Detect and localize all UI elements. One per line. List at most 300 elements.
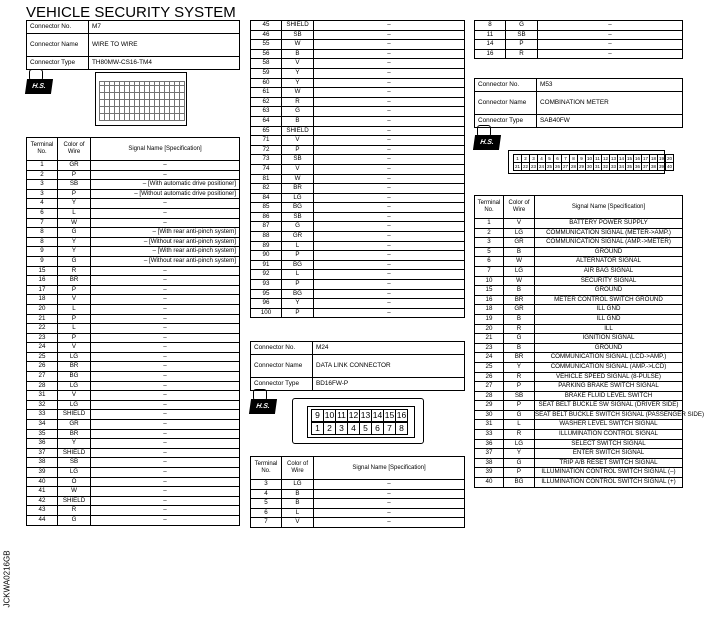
terminal-cell: 85 bbox=[251, 203, 282, 213]
connector-name: WIRE TO WIRE bbox=[89, 34, 240, 57]
color-cell: SB bbox=[506, 30, 538, 40]
table-row bbox=[475, 478, 683, 488]
signal-cell: – bbox=[314, 116, 465, 126]
terminal-cell: 8 bbox=[475, 21, 506, 31]
label: Connector No. bbox=[475, 79, 537, 92]
connector-pin: 6 bbox=[371, 422, 384, 435]
color-cell: V bbox=[58, 391, 91, 401]
table-row bbox=[27, 362, 240, 372]
signal-cell: – bbox=[314, 155, 465, 165]
signal-cell: – bbox=[314, 480, 465, 490]
color-cell: R bbox=[58, 266, 91, 276]
color-cell: G bbox=[58, 228, 91, 238]
signal-cell: – bbox=[91, 170, 240, 180]
connector-pin: 14 bbox=[372, 410, 383, 420]
signal-cell: – [Without rear anti-pinch system] bbox=[91, 237, 240, 247]
signal-cell: – bbox=[314, 21, 465, 31]
color-cell: G bbox=[58, 256, 91, 266]
signal-cell: – bbox=[314, 308, 465, 318]
connector-pin: 5 bbox=[545, 154, 554, 163]
terminal-cell: 5 bbox=[475, 247, 504, 257]
color-cell: GR bbox=[58, 161, 91, 171]
signal-cell: – bbox=[538, 40, 683, 50]
color-cell: B bbox=[282, 116, 314, 126]
terminal-cell: 72 bbox=[251, 145, 282, 155]
terminal-cell: 58 bbox=[251, 59, 282, 69]
table-row bbox=[27, 170, 240, 180]
hs-icon: H.S. bbox=[474, 124, 500, 150]
connector-pin: 6 bbox=[553, 154, 562, 163]
connector-pin: 9 bbox=[577, 154, 586, 163]
color-cell: BR bbox=[58, 362, 91, 372]
terminal-cell: 25 bbox=[475, 362, 504, 372]
color-cell: SB bbox=[58, 458, 91, 468]
table-row bbox=[251, 107, 465, 117]
terminal-cell: 4 bbox=[27, 199, 58, 209]
table-row bbox=[251, 241, 465, 251]
color-cell: R bbox=[504, 372, 535, 382]
table-row bbox=[251, 59, 465, 69]
connector-pin: 15 bbox=[384, 410, 395, 420]
table-row bbox=[251, 136, 465, 146]
connector-pin: 34 bbox=[618, 164, 624, 169]
color-cell: B bbox=[504, 286, 535, 296]
signal-cell: – bbox=[314, 489, 465, 499]
terminal-cell: 8 bbox=[27, 237, 58, 247]
connector-pin: 15 bbox=[626, 156, 632, 161]
terminal-cell: 38 bbox=[27, 458, 58, 468]
table-row bbox=[475, 286, 683, 296]
terminal-cell: 62 bbox=[251, 97, 282, 107]
table-row bbox=[475, 295, 683, 305]
table-row bbox=[251, 232, 465, 242]
connector-pin: 9 bbox=[311, 409, 324, 422]
color-cell: LG bbox=[58, 400, 91, 410]
terminal-cell: 3 bbox=[27, 180, 58, 190]
signal-cell: PARKING BRAKE SWITCH SIGNAL bbox=[535, 382, 683, 392]
color-cell: SHIELD bbox=[282, 21, 314, 31]
table-row bbox=[475, 391, 683, 401]
table-row bbox=[475, 257, 683, 267]
signal-cell: GROUND bbox=[535, 247, 683, 257]
connector-pin: 27 bbox=[562, 164, 568, 169]
color-cell: L bbox=[58, 324, 91, 334]
signal-cell: IGNITION SIGNAL bbox=[535, 334, 683, 344]
signal-cell: – bbox=[91, 161, 240, 171]
connector-type: TH80MW-CS16-TM4 bbox=[89, 57, 240, 70]
table-row bbox=[475, 30, 683, 40]
terminal-cell: 59 bbox=[251, 68, 282, 78]
table-row bbox=[27, 218, 240, 228]
connector-pin: 1 bbox=[311, 422, 324, 435]
label: Connector Type bbox=[251, 378, 313, 391]
signal-cell: GROUND bbox=[535, 343, 683, 353]
connector-pin: 10 bbox=[586, 156, 592, 161]
table-row bbox=[251, 480, 465, 490]
color-cell: V bbox=[58, 343, 91, 353]
connector-pin: 3 bbox=[529, 154, 538, 163]
connector-pin: 8 bbox=[395, 422, 408, 435]
color-cell: V bbox=[282, 518, 314, 528]
color-cell: R bbox=[504, 430, 535, 440]
table-row bbox=[475, 458, 683, 468]
signal-cell: – bbox=[91, 304, 240, 314]
label: Connector No. bbox=[27, 21, 89, 34]
signal-cell: – bbox=[314, 136, 465, 146]
color-cell: B bbox=[504, 343, 535, 353]
terminal-cell: 10 bbox=[475, 276, 504, 286]
signal-cell: – bbox=[314, 251, 465, 261]
header-color: Color of Wire bbox=[504, 196, 535, 219]
signal-cell: – bbox=[91, 343, 240, 353]
signal-cell: – bbox=[314, 299, 465, 309]
terminal-cell: 21 bbox=[475, 334, 504, 344]
terminal-cell: 24 bbox=[475, 353, 504, 363]
connector-pin: 31 bbox=[594, 164, 600, 169]
table-row bbox=[475, 238, 683, 248]
signal-cell: COMMUNICATION SIGNAL (LCD->AMP.) bbox=[535, 353, 683, 363]
connector-pin: 16 bbox=[396, 410, 407, 420]
signal-cell: – bbox=[314, 241, 465, 251]
table-row bbox=[251, 174, 465, 184]
connector-pin: 29 bbox=[578, 164, 584, 169]
signal-cell: ILL GND bbox=[535, 305, 683, 315]
color-cell: BR bbox=[282, 184, 314, 194]
terminal-cell: 40 bbox=[475, 478, 504, 488]
signal-cell: – bbox=[91, 324, 240, 334]
connector-pin: 13 bbox=[360, 410, 371, 420]
table-row bbox=[251, 184, 465, 194]
connector-pin: 23 bbox=[530, 164, 536, 169]
color-cell: P bbox=[282, 280, 314, 290]
table-row bbox=[251, 193, 465, 203]
terminal-cell: 90 bbox=[251, 251, 282, 261]
color-cell: SB bbox=[282, 212, 314, 222]
signal-cell: – bbox=[314, 164, 465, 174]
terminal-table-m24-cont bbox=[474, 20, 683, 59]
terminal-table-m7-a bbox=[26, 137, 240, 526]
signal-cell: – bbox=[314, 68, 465, 78]
terminal-cell: 36 bbox=[27, 439, 58, 449]
table-row bbox=[251, 21, 465, 31]
signal-cell: – [With rear anti-pinch system] bbox=[91, 228, 240, 238]
signal-cell: – bbox=[91, 276, 240, 286]
connector-face-m7 bbox=[95, 72, 187, 126]
color-cell: GR bbox=[282, 232, 314, 242]
table-row bbox=[27, 343, 240, 353]
table-row bbox=[475, 21, 683, 31]
table-row bbox=[27, 295, 240, 305]
connector-type: SAB40FW bbox=[537, 115, 683, 128]
color-cell: W bbox=[504, 257, 535, 267]
signal-cell: VEHICLE SPEED SIGNAL (8-PULSE) bbox=[535, 372, 683, 382]
signal-cell: – [Without automatic drive positioner] bbox=[91, 189, 240, 199]
terminal-cell: 23 bbox=[27, 333, 58, 343]
table-row bbox=[27, 285, 240, 295]
signal-cell: – bbox=[538, 30, 683, 40]
signal-cell: – bbox=[314, 107, 465, 117]
table-row bbox=[251, 489, 465, 499]
terminal-cell: 39 bbox=[27, 468, 58, 478]
signal-cell: ILLUMINATION CONTROL SWITCH SIGNAL (+) bbox=[535, 478, 683, 488]
terminal-table-m53 bbox=[474, 195, 704, 488]
color-cell: SHIELD bbox=[58, 496, 91, 506]
color-cell: SB bbox=[504, 391, 535, 401]
header-terminal: Terminal No. bbox=[251, 457, 282, 480]
connector-pin: 7 bbox=[383, 422, 396, 435]
connector-pin: 25 bbox=[546, 164, 552, 169]
color-cell: SB bbox=[282, 155, 314, 165]
signal-cell: – bbox=[314, 222, 465, 232]
connector-pin: 12 bbox=[348, 410, 359, 420]
terminal-cell: 25 bbox=[27, 352, 58, 362]
color-cell: L bbox=[282, 270, 314, 280]
terminal-cell: 38 bbox=[475, 458, 504, 468]
terminal-cell: 35 bbox=[27, 429, 58, 439]
signal-cell: – bbox=[91, 506, 240, 516]
terminal-cell: 28 bbox=[27, 381, 58, 391]
table-row bbox=[27, 496, 240, 506]
color-cell: P bbox=[58, 170, 91, 180]
table-row bbox=[251, 88, 465, 98]
color-cell: SHIELD bbox=[282, 126, 314, 136]
signal-cell: – bbox=[91, 314, 240, 324]
table-row bbox=[27, 372, 240, 382]
terminal-cell: 82 bbox=[251, 184, 282, 194]
table-row bbox=[251, 40, 465, 50]
color-cell: B bbox=[504, 247, 535, 257]
color-cell: G bbox=[282, 222, 314, 232]
color-cell: GR bbox=[504, 305, 535, 315]
table-row bbox=[251, 203, 465, 213]
label: Connector Name bbox=[475, 92, 537, 115]
signal-cell: SECURITY SIGNAL bbox=[535, 276, 683, 286]
signal-cell: – bbox=[314, 260, 465, 270]
table-row bbox=[475, 228, 683, 238]
connector-pin: 5 bbox=[359, 422, 372, 435]
header-color: Color of Wire bbox=[282, 457, 314, 480]
color-cell: GR bbox=[58, 420, 91, 430]
terminal-cell: 11 bbox=[475, 30, 506, 40]
table-row bbox=[27, 161, 240, 171]
signal-cell: – bbox=[91, 208, 240, 218]
terminal-cell: 81 bbox=[251, 174, 282, 184]
terminal-cell: 42 bbox=[27, 496, 58, 506]
signal-cell: – bbox=[314, 193, 465, 203]
table-row bbox=[27, 276, 240, 286]
table-row bbox=[475, 430, 683, 440]
terminal-cell: 26 bbox=[27, 362, 58, 372]
terminal-cell: 86 bbox=[251, 212, 282, 222]
connector-pin: 7 bbox=[561, 154, 570, 163]
signal-cell: – bbox=[91, 199, 240, 209]
color-cell: L bbox=[58, 304, 91, 314]
table-row bbox=[27, 468, 240, 478]
terminal-cell: 41 bbox=[27, 487, 58, 497]
terminal-cell: 16 bbox=[475, 49, 506, 59]
color-cell: GR bbox=[504, 238, 535, 248]
connector-pin: 11 bbox=[593, 154, 602, 163]
table-row bbox=[27, 180, 240, 190]
terminal-cell: 3 bbox=[27, 189, 58, 199]
terminal-cell: 31 bbox=[27, 391, 58, 401]
terminal-cell: 87 bbox=[251, 222, 282, 232]
table-row bbox=[27, 324, 240, 334]
connector-pin: 36 bbox=[634, 164, 640, 169]
table-row bbox=[27, 420, 240, 430]
hs-icon: H.S. bbox=[26, 68, 52, 94]
color-cell: V bbox=[282, 136, 314, 146]
terminal-cell: 61 bbox=[251, 88, 282, 98]
color-cell: BG bbox=[282, 289, 314, 299]
signal-cell: – bbox=[314, 289, 465, 299]
table-row bbox=[27, 237, 240, 247]
table-row bbox=[251, 251, 465, 261]
signal-cell: BRAKE FLUID LEVEL SWITCH bbox=[535, 391, 683, 401]
terminal-cell: 33 bbox=[475, 430, 504, 440]
connector-type: BD16FW-P bbox=[313, 378, 465, 391]
signal-cell: – bbox=[314, 78, 465, 88]
terminal-cell: 88 bbox=[251, 232, 282, 242]
connector-pin: 3 bbox=[335, 422, 348, 435]
table-row bbox=[475, 382, 683, 392]
terminal-cell: 45 bbox=[251, 21, 282, 31]
signal-cell: – bbox=[91, 487, 240, 497]
terminal-cell: 74 bbox=[251, 164, 282, 174]
signal-cell: – bbox=[314, 280, 465, 290]
connector-pin: 21 bbox=[514, 164, 520, 169]
signal-cell: – bbox=[314, 184, 465, 194]
terminal-cell: 16 bbox=[27, 276, 58, 286]
terminal-table-m7-b bbox=[250, 20, 465, 318]
table-row bbox=[475, 449, 683, 459]
table-row bbox=[475, 49, 683, 59]
signal-cell: – [With automatic drive positioner] bbox=[91, 180, 240, 190]
table-row bbox=[475, 468, 683, 478]
terminal-cell: 8 bbox=[27, 228, 58, 238]
connector-pin: 26 bbox=[554, 164, 560, 169]
connector-pin: 11 bbox=[335, 409, 348, 422]
color-cell: P bbox=[504, 401, 535, 411]
table-row bbox=[251, 280, 465, 290]
table-row bbox=[27, 314, 240, 324]
label: Connector Type bbox=[27, 57, 89, 70]
color-cell: BG bbox=[282, 203, 314, 213]
terminal-cell: 39 bbox=[475, 468, 504, 478]
terminal-cell: 6 bbox=[475, 257, 504, 267]
table-row bbox=[251, 499, 465, 509]
terminal-cell: 60 bbox=[251, 78, 282, 88]
header-signal: Signal Name [Specification] bbox=[535, 196, 683, 219]
terminal-cell: 24 bbox=[27, 343, 58, 353]
table-row bbox=[27, 429, 240, 439]
connector-info-m53 bbox=[474, 78, 683, 128]
terminal-cell: 33 bbox=[27, 410, 58, 420]
signal-cell: ALTERNATOR SIGNAL bbox=[535, 257, 683, 267]
terminal-cell: 40 bbox=[27, 477, 58, 487]
table-row bbox=[475, 324, 683, 334]
color-cell: L bbox=[282, 508, 314, 518]
connector-pin: 28 bbox=[570, 164, 576, 169]
color-cell: L bbox=[58, 208, 91, 218]
signal-cell: TRIP A/B RESET SWITCH SIGNAL bbox=[535, 458, 683, 468]
color-cell: W bbox=[58, 487, 91, 497]
color-cell: L bbox=[504, 420, 535, 430]
terminal-cell: 15 bbox=[475, 286, 504, 296]
terminal-cell: 96 bbox=[251, 299, 282, 309]
terminal-table-m24 bbox=[250, 456, 465, 528]
color-cell: P bbox=[282, 251, 314, 261]
label: Connector Name bbox=[251, 355, 313, 378]
terminal-cell: 31 bbox=[475, 420, 504, 430]
terminal-cell: 14 bbox=[475, 40, 506, 50]
signal-cell: – bbox=[314, 518, 465, 528]
table-row bbox=[27, 208, 240, 218]
color-cell: W bbox=[282, 88, 314, 98]
terminal-cell: 26 bbox=[475, 372, 504, 382]
connector-pin: 18 bbox=[650, 156, 656, 161]
terminal-cell: 27 bbox=[27, 372, 58, 382]
table-row bbox=[475, 276, 683, 286]
signal-cell: – bbox=[314, 59, 465, 69]
table-row bbox=[27, 256, 240, 266]
color-cell: G bbox=[282, 107, 314, 117]
signal-cell: – bbox=[91, 391, 240, 401]
terminal-cell: 36 bbox=[475, 439, 504, 449]
color-cell: W bbox=[282, 174, 314, 184]
table-row bbox=[27, 515, 240, 525]
terminal-cell: 3 bbox=[475, 238, 504, 248]
color-cell: Y bbox=[504, 449, 535, 459]
color-cell: P bbox=[506, 40, 538, 50]
table-row bbox=[475, 219, 683, 229]
terminal-cell: 91 bbox=[251, 260, 282, 270]
color-cell: R bbox=[58, 506, 91, 516]
color-cell: G bbox=[504, 458, 535, 468]
color-cell: P bbox=[504, 382, 535, 392]
connector-no: M24 bbox=[313, 342, 465, 355]
table-row bbox=[475, 266, 683, 276]
color-cell: Y bbox=[58, 247, 91, 257]
connector-no: M53 bbox=[537, 79, 683, 92]
side-code: JCKWA0216GB bbox=[2, 550, 12, 608]
table-row bbox=[475, 439, 683, 449]
signal-cell: – bbox=[91, 352, 240, 362]
signal-cell: – bbox=[91, 448, 240, 458]
connector-pin: 33 bbox=[610, 164, 616, 169]
terminal-cell: 1 bbox=[475, 219, 504, 229]
table-row bbox=[475, 334, 683, 344]
signal-cell: ENTER SWITCH SIGNAL bbox=[535, 449, 683, 459]
color-cell: V bbox=[58, 295, 91, 305]
signal-cell: METER CONTROL SWITCH GROUND bbox=[535, 295, 683, 305]
color-cell: Y bbox=[282, 68, 314, 78]
connector-pin: 22 bbox=[522, 164, 528, 169]
table-row bbox=[475, 343, 683, 353]
signal-cell: – bbox=[91, 420, 240, 430]
terminal-cell: 5 bbox=[251, 499, 282, 509]
color-cell: SB bbox=[58, 180, 91, 190]
label: Connector Name bbox=[27, 34, 89, 57]
table-row bbox=[251, 260, 465, 270]
connector-pin: 14 bbox=[618, 156, 624, 161]
color-cell: LG bbox=[282, 193, 314, 203]
connector-pin: 12 bbox=[602, 156, 608, 161]
color-cell: LG bbox=[504, 228, 535, 238]
color-cell: W bbox=[282, 40, 314, 50]
color-cell: Y bbox=[58, 439, 91, 449]
signal-cell: – bbox=[314, 232, 465, 242]
